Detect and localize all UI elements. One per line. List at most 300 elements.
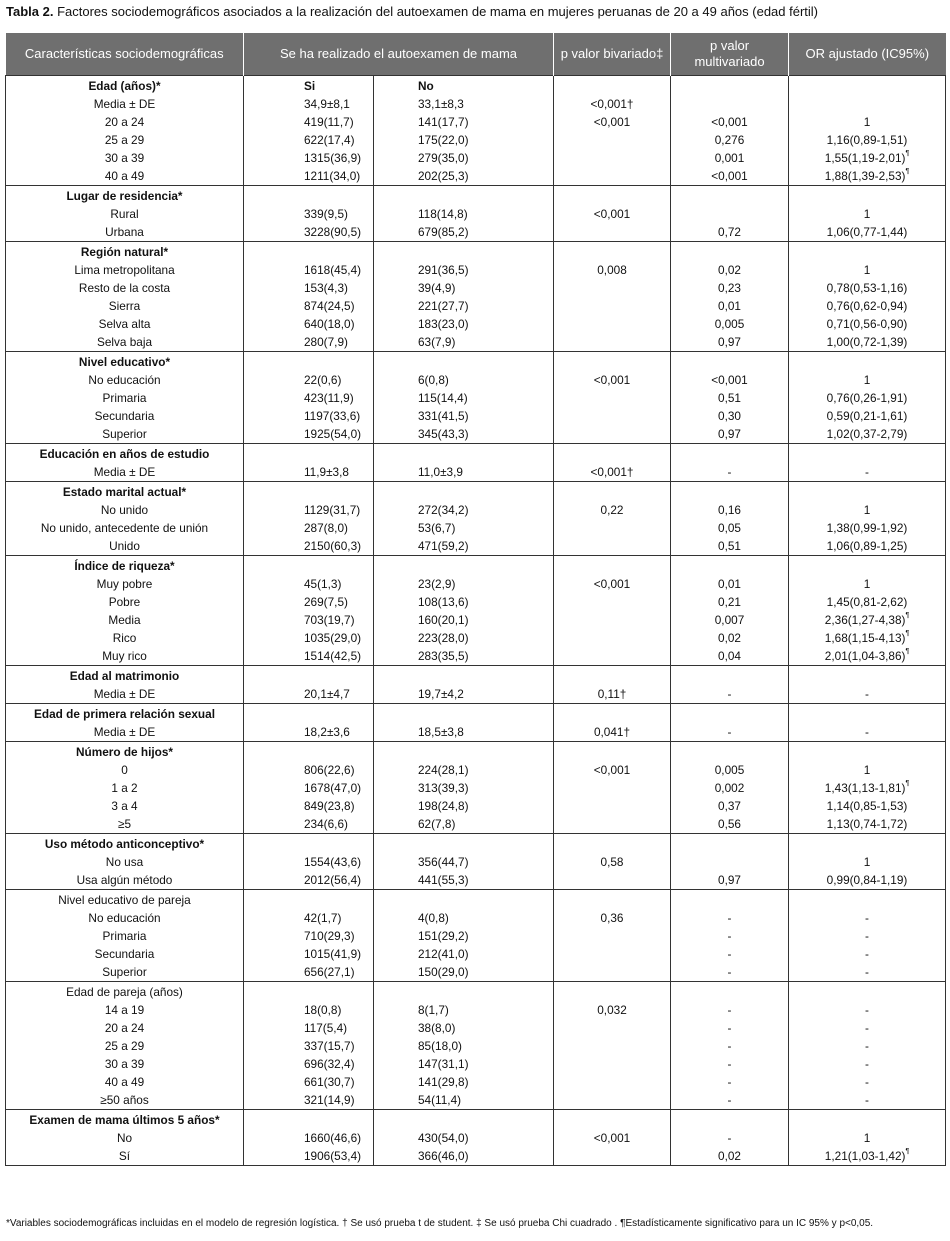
cell-si: 42(1,7) — [244, 909, 374, 927]
or-value: 1 — [863, 207, 871, 221]
or-value: 1 — [863, 577, 871, 591]
table-row — [6, 1073, 946, 1091]
empty-cell — [374, 242, 554, 262]
empty-cell — [789, 1110, 946, 1130]
row-label: No educación — [6, 909, 244, 927]
group-header-row — [6, 834, 946, 854]
group-title: Edad al matrimonio — [6, 666, 244, 686]
significance-mark: ¶ — [905, 630, 910, 637]
cell-or-adjusted — [789, 205, 946, 223]
cell-si: 1315(36,9) — [244, 149, 374, 167]
group-title: Edad de pareja (años) — [6, 982, 244, 1002]
cell-si: 18,2±3,6 — [244, 723, 374, 742]
cell-si: 849(23,8) — [244, 797, 374, 815]
table-row — [6, 685, 946, 704]
cell-p-bivariate — [554, 131, 671, 149]
row-label: No unido, antecedente de unión — [6, 519, 244, 537]
table-row — [6, 945, 946, 963]
empty-cell — [374, 704, 554, 724]
cell-si: 1514(42,5) — [244, 647, 374, 666]
cell-or-adjusted — [789, 723, 946, 742]
row-label: 3 a 4 — [6, 797, 244, 815]
cell-or-adjusted — [789, 315, 946, 333]
empty-cell — [244, 242, 374, 262]
table-row — [6, 575, 946, 593]
cell-no: 279(35,0) — [374, 149, 554, 167]
cell-no: 331(41,5) — [374, 407, 554, 425]
or-value: - — [865, 687, 869, 701]
cell-or-adjusted — [789, 1001, 946, 1019]
cell-or-adjusted — [789, 519, 946, 537]
header-self-exam: Se ha realizado el autoexamen de mama — [244, 33, 554, 76]
or-value: - — [865, 1021, 869, 1035]
cell-or-adjusted — [789, 647, 946, 666]
cell-p-multivariate: 0,51 — [671, 537, 789, 556]
empty-cell — [554, 242, 671, 262]
cell-p-bivariate: 0,041† — [554, 723, 671, 742]
cell-si: 874(24,5) — [244, 297, 374, 315]
empty-cell — [789, 666, 946, 686]
cell-or-adjusted — [789, 815, 946, 834]
cell-or-adjusted — [789, 1019, 946, 1037]
cell-si: 280(7,9) — [244, 333, 374, 352]
empty-cell — [671, 482, 789, 502]
row-label: No unido — [6, 501, 244, 519]
cell-si: 1197(33,6) — [244, 407, 374, 425]
cell-si: 640(18,0) — [244, 315, 374, 333]
cell-no: 151(29,2) — [374, 927, 554, 945]
row-label: No educación — [6, 371, 244, 389]
cell-p-multivariate: 0,97 — [671, 871, 789, 890]
table-row — [6, 723, 946, 742]
cell-or-adjusted — [789, 779, 946, 797]
cell-si: 703(19,7) — [244, 611, 374, 629]
cell-si: 2150(60,3) — [244, 537, 374, 556]
empty-cell — [789, 556, 946, 576]
cell-si: 696(32,4) — [244, 1055, 374, 1073]
cell-no: 272(34,2) — [374, 501, 554, 519]
empty-cell — [671, 666, 789, 686]
cell-si: 710(29,3) — [244, 927, 374, 945]
cell-or-adjusted — [789, 113, 946, 131]
cell-or-adjusted — [789, 333, 946, 352]
table-row — [6, 131, 946, 149]
cell-p-multivariate: - — [671, 1091, 789, 1110]
cell-p-bivariate: <0,001† — [554, 463, 671, 482]
cell-no: 221(27,7) — [374, 297, 554, 315]
cell-si: 1925(54,0) — [244, 425, 374, 444]
cell-no: 291(36,5) — [374, 261, 554, 279]
or-value: 1,68(1,15-4,13) — [824, 631, 906, 645]
cell-p-bivariate: 0,11† — [554, 685, 671, 704]
cell-or-adjusted — [789, 1147, 946, 1166]
cell-no: 679(85,2) — [374, 223, 554, 242]
cell-p-multivariate: 0,04 — [671, 647, 789, 666]
empty-cell — [374, 834, 554, 854]
or-value: - — [865, 1003, 869, 1017]
empty-cell — [554, 76, 671, 96]
cell-p-multivariate — [671, 853, 789, 871]
cell-p-multivariate: - — [671, 463, 789, 482]
group-title: Examen de mama últimos 5 años* — [6, 1110, 244, 1130]
table-caption-label: Tabla 2. — [6, 4, 54, 19]
table-row — [6, 389, 946, 407]
cell-or-adjusted — [789, 463, 946, 482]
cell-or-adjusted — [789, 1091, 946, 1110]
row-label: 40 a 49 — [6, 167, 244, 186]
cell-or-adjusted — [789, 1055, 946, 1073]
empty-cell — [671, 186, 789, 206]
group-title: Uso método anticonceptivo* — [6, 834, 244, 854]
empty-cell — [244, 352, 374, 372]
table-row — [6, 647, 946, 666]
or-value: 1,13(0,74-1,72) — [826, 817, 908, 831]
cell-no: 39(4,9) — [374, 279, 554, 297]
cell-no: 54(11,4) — [374, 1091, 554, 1110]
row-label: 20 a 24 — [6, 1019, 244, 1037]
cell-si: 18(0,8) — [244, 1001, 374, 1019]
cell-p-bivariate — [554, 167, 671, 186]
table-caption-text: Factores sociodemográficos asociados a la realización del autoexamen de mama en mujeres peruanas de 20 a 49 años (edad fértil) — [57, 4, 819, 19]
empty-cell — [554, 666, 671, 686]
group-title: Estado marital actual* — [6, 482, 244, 502]
table-row — [6, 1055, 946, 1073]
significance-mark: ¶ — [905, 150, 910, 157]
row-label: Media ± DE — [6, 685, 244, 704]
row-label: Primaria — [6, 389, 244, 407]
empty-cell — [374, 742, 554, 762]
cell-si: 287(8,0) — [244, 519, 374, 537]
row-label: Rico — [6, 629, 244, 647]
cell-no: 115(14,4) — [374, 389, 554, 407]
group-title: Edad (años)* — [6, 76, 244, 96]
row-label: 40 a 49 — [6, 1073, 244, 1091]
table-row — [6, 1147, 946, 1166]
cell-p-multivariate: 0,01 — [671, 297, 789, 315]
table-row — [6, 95, 946, 113]
cell-no: 430(54,0) — [374, 1129, 554, 1147]
table-row — [6, 519, 946, 537]
or-value: 1,88(1,39-2,53) — [824, 169, 906, 183]
cell-p-multivariate: - — [671, 1019, 789, 1037]
cell-p-bivariate — [554, 945, 671, 963]
cell-no: 366(46,0) — [374, 1147, 554, 1166]
empty-cell — [789, 742, 946, 762]
header-characteristics: Características sociodemográficas — [6, 33, 244, 76]
cell-no: 38(8,0) — [374, 1019, 554, 1037]
cell-or-adjusted — [789, 501, 946, 519]
table-row — [6, 761, 946, 779]
group-header-row — [6, 352, 946, 372]
cell-si: 321(14,9) — [244, 1091, 374, 1110]
cell-p-bivariate — [554, 1073, 671, 1091]
cell-no: 313(39,3) — [374, 779, 554, 797]
row-label: Media — [6, 611, 244, 629]
cell-p-bivariate — [554, 871, 671, 890]
cell-p-multivariate: 0,72 — [671, 223, 789, 242]
cell-p-multivariate: 0,05 — [671, 519, 789, 537]
group-header-row — [6, 242, 946, 262]
cell-or-adjusted — [789, 389, 946, 407]
row-label: Superior — [6, 963, 244, 982]
empty-cell — [671, 76, 789, 96]
group-header-row — [6, 556, 946, 576]
group-header-row — [6, 482, 946, 502]
or-value: - — [865, 911, 869, 925]
empty-cell — [789, 890, 946, 910]
table-row — [6, 1037, 946, 1055]
or-value: - — [865, 465, 869, 479]
or-value: 1,00(0,72-1,39) — [826, 335, 908, 349]
table-row — [6, 629, 946, 647]
cell-no: 23(2,9) — [374, 575, 554, 593]
cell-si: 117(5,4) — [244, 1019, 374, 1037]
or-value: 2,01(1,04-3,86) — [824, 649, 906, 663]
table-row — [6, 1019, 946, 1037]
cell-p-bivariate — [554, 797, 671, 815]
cell-si: 3228(90,5) — [244, 223, 374, 242]
or-value: - — [865, 965, 869, 979]
empty-cell — [671, 242, 789, 262]
table-header — [6, 33, 946, 76]
group-title: Nivel educativo de pareja — [6, 890, 244, 910]
cell-or-adjusted — [789, 1129, 946, 1147]
group-header-row — [6, 186, 946, 206]
cell-p-multivariate: 0,23 — [671, 279, 789, 297]
cell-p-bivariate — [554, 593, 671, 611]
table-row — [6, 963, 946, 982]
empty-cell — [554, 982, 671, 1002]
cell-p-multivariate: 0,56 — [671, 815, 789, 834]
or-value: 1 — [863, 855, 871, 869]
or-value: 0,99(0,84-1,19) — [826, 873, 908, 887]
cell-p-bivariate — [554, 223, 671, 242]
cell-p-multivariate: - — [671, 963, 789, 982]
group-title: Lugar de residencia* — [6, 186, 244, 206]
or-value: 1,16(0,89-1,51) — [826, 133, 908, 147]
cell-p-multivariate: 0,002 — [671, 779, 789, 797]
or-value: 1,38(0,99-1,92) — [826, 521, 908, 535]
cell-si: 269(7,5) — [244, 593, 374, 611]
table-footnote: *Variables sociodemográficas incluidas en el modelo de regresión logística. † Se usó prueba t de student. ‡ Se usó prueba Chi cuadrado . ¶Estadísticamente significativo para un IC 95% y p<0,05. — [6, 1218, 874, 1229]
cell-p-bivariate — [554, 519, 671, 537]
table-row — [6, 261, 946, 279]
cell-p-multivariate: 0,02 — [671, 629, 789, 647]
cell-no: 18,5±3,8 — [374, 723, 554, 742]
cell-or-adjusted — [789, 761, 946, 779]
cell-si: 656(27,1) — [244, 963, 374, 982]
cell-si: 661(30,7) — [244, 1073, 374, 1091]
cell-si: 337(15,7) — [244, 1037, 374, 1055]
empty-cell — [374, 186, 554, 206]
cell-si: 153(4,3) — [244, 279, 374, 297]
cell-no: 118(14,8) — [374, 205, 554, 223]
cell-p-bivariate: <0,001 — [554, 1129, 671, 1147]
row-label: 14 a 19 — [6, 1001, 244, 1019]
cell-si: 22(0,6) — [244, 371, 374, 389]
empty-cell — [671, 556, 789, 576]
row-label: Lima metropolitana — [6, 261, 244, 279]
empty-cell — [244, 1110, 374, 1130]
row-label: 20 a 24 — [6, 113, 244, 131]
row-label: 25 a 29 — [6, 1037, 244, 1055]
cell-si: 806(22,6) — [244, 761, 374, 779]
empty-cell — [244, 742, 374, 762]
cell-si: 1129(31,7) — [244, 501, 374, 519]
or-value: 1 — [863, 115, 871, 129]
cell-or-adjusted — [789, 537, 946, 556]
header-p-multivariate: p valor multivariado — [671, 33, 789, 76]
row-label: Usa algún método — [6, 871, 244, 890]
empty-cell — [554, 704, 671, 724]
cell-no: 19,7±4,2 — [374, 685, 554, 704]
significance-mark: ¶ — [905, 648, 910, 655]
table-row — [6, 425, 946, 444]
cell-p-multivariate: 0,01 — [671, 575, 789, 593]
subheader-no: No — [374, 76, 554, 96]
cell-p-bivariate: 0,36 — [554, 909, 671, 927]
row-label: Media ± DE — [6, 463, 244, 482]
cell-or-adjusted — [789, 1073, 946, 1091]
cell-p-multivariate — [671, 95, 789, 113]
empty-cell — [554, 186, 671, 206]
table-row — [6, 205, 946, 223]
cell-p-multivariate: - — [671, 1073, 789, 1091]
cell-no: 53(6,7) — [374, 519, 554, 537]
table-row — [6, 407, 946, 425]
cell-si: 20,1±4,7 — [244, 685, 374, 704]
or-value: - — [865, 1075, 869, 1089]
empty-cell — [671, 834, 789, 854]
cell-si: 339(9,5) — [244, 205, 374, 223]
cell-p-bivariate — [554, 927, 671, 945]
row-label: Superior — [6, 425, 244, 444]
cell-p-bivariate — [554, 1037, 671, 1055]
cell-p-multivariate: - — [671, 909, 789, 927]
cell-or-adjusted — [789, 131, 946, 149]
empty-cell — [374, 482, 554, 502]
row-label: Rural — [6, 205, 244, 223]
table-row — [6, 501, 946, 519]
row-label: Selva alta — [6, 315, 244, 333]
cell-or-adjusted — [789, 167, 946, 186]
or-value: 1,06(0,77-1,44) — [826, 225, 908, 239]
cell-si: 1554(43,6) — [244, 853, 374, 871]
cell-no: 198(24,8) — [374, 797, 554, 815]
cell-p-bivariate: <0,001 — [554, 371, 671, 389]
table-row — [6, 1001, 946, 1019]
cell-no: 202(25,3) — [374, 167, 554, 186]
table-body — [6, 76, 946, 1166]
cell-no: 147(31,1) — [374, 1055, 554, 1073]
row-label: Secundaria — [6, 407, 244, 425]
table-row — [6, 871, 946, 890]
empty-cell — [244, 556, 374, 576]
empty-cell — [554, 556, 671, 576]
cell-p-multivariate: - — [671, 1055, 789, 1073]
group-header-row — [6, 76, 946, 96]
or-value: - — [865, 725, 869, 739]
or-value: - — [865, 1039, 869, 1053]
cell-p-bivariate — [554, 815, 671, 834]
empty-cell — [554, 482, 671, 502]
cell-no: 62(7,8) — [374, 815, 554, 834]
cell-no: 4(0,8) — [374, 909, 554, 927]
cell-p-bivariate — [554, 1147, 671, 1166]
cell-p-multivariate: 0,276 — [671, 131, 789, 149]
row-label: 0 — [6, 761, 244, 779]
cell-or-adjusted — [789, 407, 946, 425]
cell-or-adjusted — [789, 261, 946, 279]
cell-p-multivariate: 0,005 — [671, 761, 789, 779]
empty-cell — [671, 1110, 789, 1130]
cell-si: 1211(34,0) — [244, 167, 374, 186]
cell-p-bivariate: <0,001 — [554, 205, 671, 223]
cell-p-bivariate — [554, 333, 671, 352]
row-label: Resto de la costa — [6, 279, 244, 297]
cell-or-adjusted — [789, 425, 946, 444]
or-value: 1,21(1,03-1,42) — [824, 1149, 906, 1163]
cell-or-adjusted — [789, 297, 946, 315]
cell-p-bivariate: 0,032 — [554, 1001, 671, 1019]
empty-cell — [789, 242, 946, 262]
empty-cell — [244, 704, 374, 724]
cell-no: 108(13,6) — [374, 593, 554, 611]
group-title: Número de hijos* — [6, 742, 244, 762]
cell-or-adjusted — [789, 149, 946, 167]
cell-p-multivariate: 0,001 — [671, 149, 789, 167]
or-value: 1,14(0,85-1,53) — [826, 799, 908, 813]
or-value: - — [865, 1057, 869, 1071]
cell-p-bivariate — [554, 149, 671, 167]
row-label: Primaria — [6, 927, 244, 945]
cell-or-adjusted — [789, 945, 946, 963]
cell-si: 622(17,4) — [244, 131, 374, 149]
table-row — [6, 297, 946, 315]
cell-p-multivariate: - — [671, 945, 789, 963]
empty-cell — [244, 890, 374, 910]
row-label: 30 a 39 — [6, 1055, 244, 1073]
cell-no: 85(18,0) — [374, 1037, 554, 1055]
or-value: 1,06(0,89-1,25) — [826, 539, 908, 553]
table-row — [6, 853, 946, 871]
empty-cell — [789, 76, 946, 96]
table-row — [6, 927, 946, 945]
or-value: 1 — [863, 763, 871, 777]
cell-no: 471(59,2) — [374, 537, 554, 556]
row-label: Media ± DE — [6, 95, 244, 113]
header-p-bivariate: p valor bivariado‡ — [554, 33, 671, 76]
significance-mark: ¶ — [905, 780, 910, 787]
cell-p-bivariate: <0,001 — [554, 761, 671, 779]
or-value: 0,76(0,62-0,94) — [826, 299, 908, 313]
or-value: 1,02(0,37-2,79) — [826, 427, 908, 441]
row-label: 25 a 29 — [6, 131, 244, 149]
cell-p-bivariate: <0,001 — [554, 575, 671, 593]
cell-no: 63(7,9) — [374, 333, 554, 352]
empty-cell — [374, 982, 554, 1002]
cell-or-adjusted — [789, 95, 946, 113]
row-label: ≥5 — [6, 815, 244, 834]
row-label: Muy pobre — [6, 575, 244, 593]
empty-cell — [671, 444, 789, 464]
group-header-row — [6, 1110, 946, 1130]
cell-or-adjusted — [789, 593, 946, 611]
or-value: 1 — [863, 263, 871, 277]
cell-si: 34,9±8,1 — [244, 95, 374, 113]
cell-p-bivariate — [554, 537, 671, 556]
group-title: Edad de primera relación sexual — [6, 704, 244, 724]
